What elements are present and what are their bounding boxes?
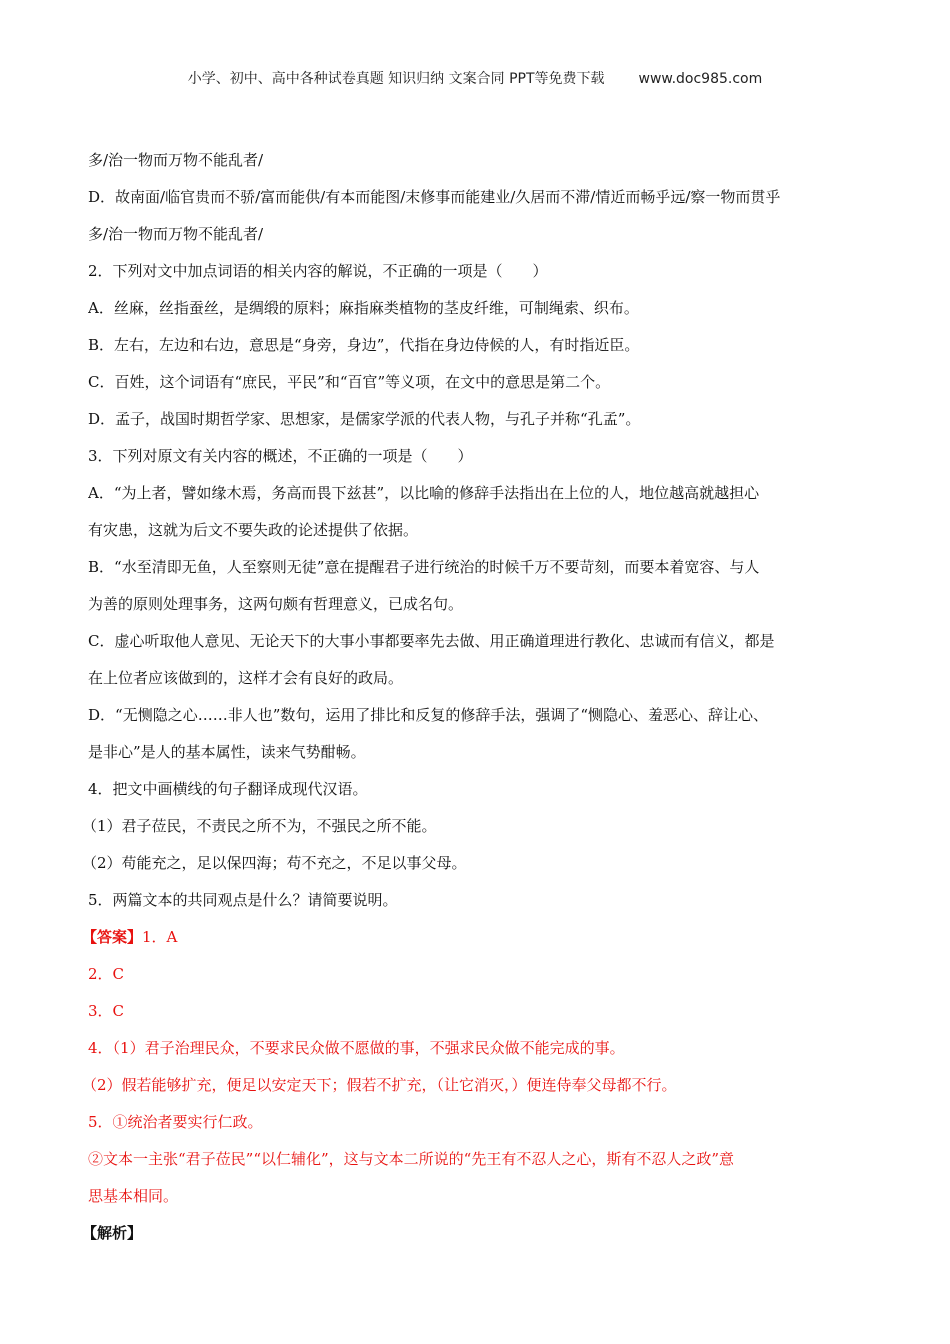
answer-line	[82, 919, 864, 956]
analysis-label: 【解析】	[82, 1224, 143, 1242]
q4-part-1: （1）君子莅民，不责民之所不为，不强民之所不能。	[82, 817, 437, 835]
q2-option-c: C．百姓，这个词语有“庶民，平民”和“百官”等义项，在文中的意思是第二个。	[88, 373, 611, 391]
q3-option-b: B．“水至清即无鱼，人至察则无徒”意在提醒君子进行统治的时候千万不要苛刻，而要本着宽容、与人	[88, 558, 760, 576]
q3-option-d: D．“无恻隐之心……非人也”数句，运用了排比和反复的修辞手法，强调了“恻隐心、羞恶心、辞让心、	[88, 706, 769, 724]
question-3: 3．下列对原文有关内容的概述，不正确的一项是（ ）	[88, 447, 473, 465]
q2-option-b: B．左右，左边和右边，意思是“身旁，身边”，代指在身边侍候的人，有时指近臣。	[88, 336, 640, 354]
question-5: 5．两篇文本的共同观点是什么？请简要说明。	[88, 891, 398, 909]
answer-3: 3．C	[88, 1002, 125, 1020]
answer-5-point-1: 5．①统治者要实行仁政。	[88, 1113, 263, 1131]
q3-option-a-cont: 有灾患，这就为后文不要失政的论述提供了依据。	[88, 521, 419, 539]
q2-option-a: A．丝麻，丝指蚕丝，是绸缎的原料；麻指麻类植物的茎皮纤维，可制绳索、织布。	[88, 299, 639, 317]
header-text: 小学、初中、高中各种试卷真题 知识归纳 文案合同 PPT等免费下载	[187, 71, 605, 87]
q3-option-c-cont: 在上位者应该做到的，这样才会有良好的政局。	[88, 669, 404, 687]
answer-5-point-2: ②文本一主张“君子莅民”“以仁辅化”，这与文本二所说的“先王有不忍人之心，斯有不忍人之政”意	[88, 1150, 735, 1168]
option-d-line: D．故南面/临官贵而不骄/富而能供/有本而能图/末修事而能建业/久居而不滞/情近而畅乎远/察一物而贯乎	[88, 188, 781, 206]
q3-option-a: A．“为上者，譬如缘木焉，务高而畏下兹甚”，以比喻的修辞手法指出在上位的人，地位越高就越担心	[88, 484, 760, 502]
answer-2: 2．C	[88, 965, 125, 983]
header-site: www.doc985.com	[638, 71, 763, 87]
q3-option-c: C．虚心听取他人意见、无论天下的大事小事都要率先去做、用正确道理进行教化、忠诚而有信义，都是	[88, 632, 775, 650]
page-header	[0, 68, 950, 88]
answer-label: 【答案】	[82, 928, 143, 946]
answer-5-point-2-cont: 思基本相同。	[88, 1187, 179, 1205]
answer-1: 1．A	[142, 928, 178, 946]
q4-part-2: （2）苟能充之，足以保四海；苟不充之，不足以事父母。	[82, 854, 467, 872]
question-4: 4．把文中画横线的句子翻译成现代汉语。	[88, 780, 368, 798]
text-line: 多/治一物而万物不能乱者/	[88, 151, 264, 169]
answer-4-part-2: （2）假若能够扩充，便足以安定天下；假若不扩充，（让它消灭，）便连侍奉父母都不行。	[82, 1076, 677, 1094]
q3-option-d-cont: 是非心”是人的基本属性，读来气势酣畅。	[88, 743, 366, 761]
q3-option-b-cont: 为善的原则处理事务，这两句颇有哲理意义，已成名句。	[88, 595, 464, 613]
document-body	[82, 142, 864, 1252]
text-line: 多/治一物而万物不能乱者/	[88, 225, 264, 243]
answer-4-part-1: 4．（1）君子治理民众，不要求民众做不愿做的事，不强求民众做不能完成的事。	[88, 1039, 625, 1057]
q2-option-d: D．孟子，战国时期哲学家、思想家，是儒家学派的代表人物，与孔子并称“孔孟”。	[88, 410, 641, 428]
question-2: 2．下列对文中加点词语的相关内容的解说，不正确的一项是（ ）	[88, 262, 548, 280]
